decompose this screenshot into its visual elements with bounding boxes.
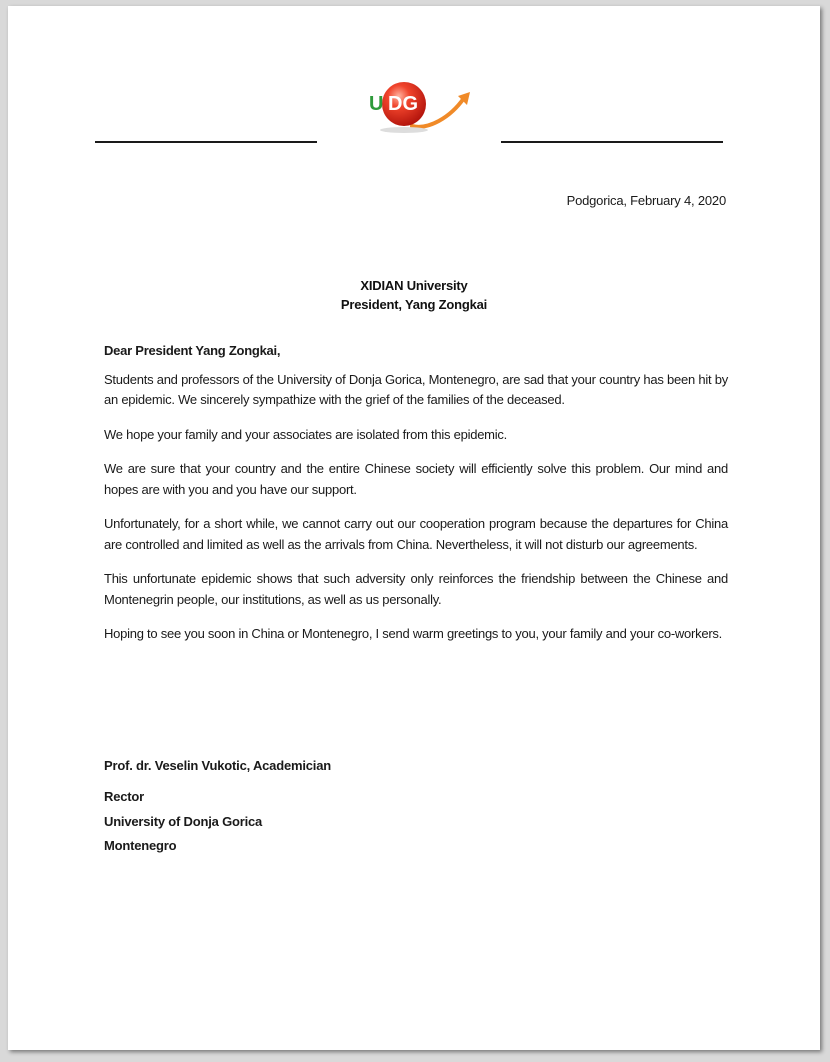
letter-page [8, 6, 820, 1050]
signatory-title: Rector [104, 789, 144, 804]
recipient-block [8, 276, 820, 314]
letter-body [104, 341, 728, 645]
paragraph-3: We are sure that your country and the entire Chinese society will efficiently solve this problem. Our mind and hopes are with you and you have our support. [104, 461, 728, 497]
signatory-country: Montenegro [104, 838, 177, 853]
signature-block [104, 758, 331, 859]
paragraph-6: Hoping to see you soon in China or Montenegro, I send warm greetings to you, your family and your co-workers. [104, 626, 723, 641]
paragraph-5: This unfortunate epidemic shows that such adversity only reinforces the friendship between the Chinese and Montenegrin people, our institutions, as well as us personally. [104, 571, 728, 607]
signatory-institution: University of Donja Gorica [104, 813, 263, 829]
paragraph-1: Students and professors of the University of Donja Gorica, Montenegro, are sad that your country has been hit by an epidemic. We sincerely sympathize with the grief of the families of the deceased. [104, 371, 728, 407]
udg-logo-graphic [366, 78, 478, 134]
recipient-institution: XIDIAN University [360, 278, 468, 293]
paragraph-2: We hope your family and your associates are isolated from this epidemic. [104, 426, 508, 442]
paragraph-4: Unfortunately, for a short while, we cannot carry out our cooperation program because the departures for China are controlled and limited as well as the arrivals from China. Nevertheless, it will not disturb our agreements. [104, 516, 728, 552]
header-rule-right [501, 141, 723, 143]
salutation: Dear President Yang Zongkai, [104, 343, 281, 358]
udg-logo [366, 78, 478, 134]
svg-text:DG: DG [388, 93, 418, 115]
svg-text:U: U [369, 93, 384, 115]
header-rule-left [95, 141, 317, 143]
signatory-name: Prof. dr. Veselin Vukotic, Academician [104, 758, 331, 773]
letter-date: Podgorica, February 4, 2020 [566, 193, 726, 208]
recipient-name: President, Yang Zongkai [340, 297, 488, 312]
